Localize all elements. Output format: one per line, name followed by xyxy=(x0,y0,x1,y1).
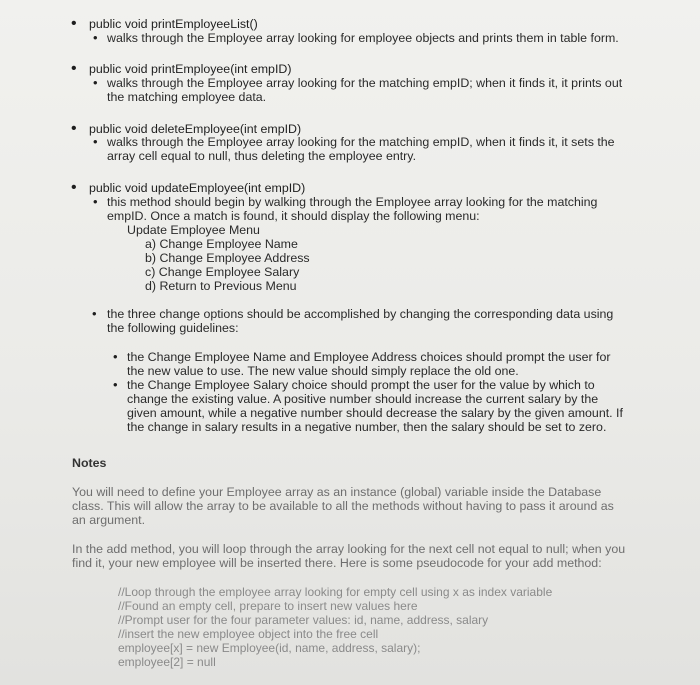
guideline-detail: given amount, while a negative number should decrease the salary by the given amount. If xyxy=(127,406,623,420)
sub-bullet-icon: • xyxy=(93,30,98,45)
method-detail: array cell equal to null, thus deleting the employee entry. xyxy=(107,149,417,163)
guideline-detail: the Change Employee Salary choice should prompt the user for the value by which to xyxy=(127,378,595,392)
notes-paragraph: In the add method, you will loop through the array looking for the next cell not equal to null; when you xyxy=(72,542,626,556)
method-detail: walks through the Employee array looking for the matching empID; when it finds it, it prints out xyxy=(107,76,623,90)
menu-option: c) Change Employee Salary xyxy=(145,265,300,279)
bullet-icon: • xyxy=(71,60,77,77)
sub-bullet-icon: • xyxy=(93,134,98,149)
guideline-text: the three change options should be accomplished by changing the corresponding data using xyxy=(107,307,614,321)
menu-option: b) Change Employee Address xyxy=(145,251,310,265)
method-signature: public void updateEmployee(int empID) xyxy=(89,181,306,195)
pseudocode-line: //insert the new employee object into the free cell xyxy=(118,627,379,641)
method-detail: this method should begin by walking through the Employee array looking for the matching xyxy=(107,195,598,209)
method-detail: the matching employee data. xyxy=(107,90,267,104)
pseudocode-line: //Prompt user for the four parameter values: id, name, address, salary xyxy=(118,613,489,627)
notes-paragraph: find it, your new employee will be inserted there. Here is some pseudocode for your add method: xyxy=(72,556,602,570)
notes-paragraph: class. This will allow the array to be available to all the methods without having to pass it around as xyxy=(72,499,614,513)
pseudocode-line: //Found an empty cell, prepare to insert new values here xyxy=(118,599,418,613)
notes-heading: Notes xyxy=(72,456,107,470)
method-detail: walks through the Employee array looking for the matching empID, when it finds it, it sets the xyxy=(107,135,615,149)
guideline-detail: change the existing value. A positive number should increase the current salary by the xyxy=(127,392,599,406)
guideline-text: the following guidelines: xyxy=(107,321,239,335)
notes-paragraph: an argument. xyxy=(72,513,146,527)
pseudocode-line: //Loop through the employee array looking for empty cell using x as index variable xyxy=(118,585,553,599)
notes-paragraph: You will need to define your Employee array as an instance (global) variable inside the Database xyxy=(72,485,602,499)
menu-option: a) Change Employee Name xyxy=(145,237,298,251)
sub-bullet-icon: • xyxy=(93,75,98,90)
sub-bullet-icon: • xyxy=(92,306,97,321)
bullet-icon: • xyxy=(71,15,77,32)
method-detail: walks through the Employee array looking for employee objects and prints them in table form. xyxy=(107,31,619,45)
method-signature: public void printEmployee(int empID) xyxy=(89,62,292,76)
pseudocode-line: employee[x] = new Employee(id, name, address, salary); xyxy=(118,641,421,655)
method-detail: empID. Once a match is found, it should display the following menu: xyxy=(107,209,480,223)
pseudocode-line: employee[2] = null xyxy=(118,655,216,669)
sub-bullet-icon: • xyxy=(93,194,98,209)
sub-bullet-icon: • xyxy=(113,377,118,392)
bullet-icon: • xyxy=(71,179,77,196)
method-signature: public void deleteEmployee(int empID) xyxy=(89,122,302,136)
menu-title: Update Employee Menu xyxy=(127,223,260,237)
guideline-detail: the new value to use. The new value should simply replace the old one. xyxy=(127,364,519,378)
bullet-icon: • xyxy=(71,120,77,137)
menu-option: d) Return to Previous Menu xyxy=(145,279,297,293)
method-signature: public void printEmployeeList() xyxy=(89,17,258,31)
guideline-detail: the Change Employee Name and Employee Address choices should prompt the user for xyxy=(127,350,611,364)
guideline-detail: the change in salary results in a negative number, then the salary should be set to zero. xyxy=(127,420,607,434)
sub-bullet-icon: • xyxy=(113,349,118,364)
